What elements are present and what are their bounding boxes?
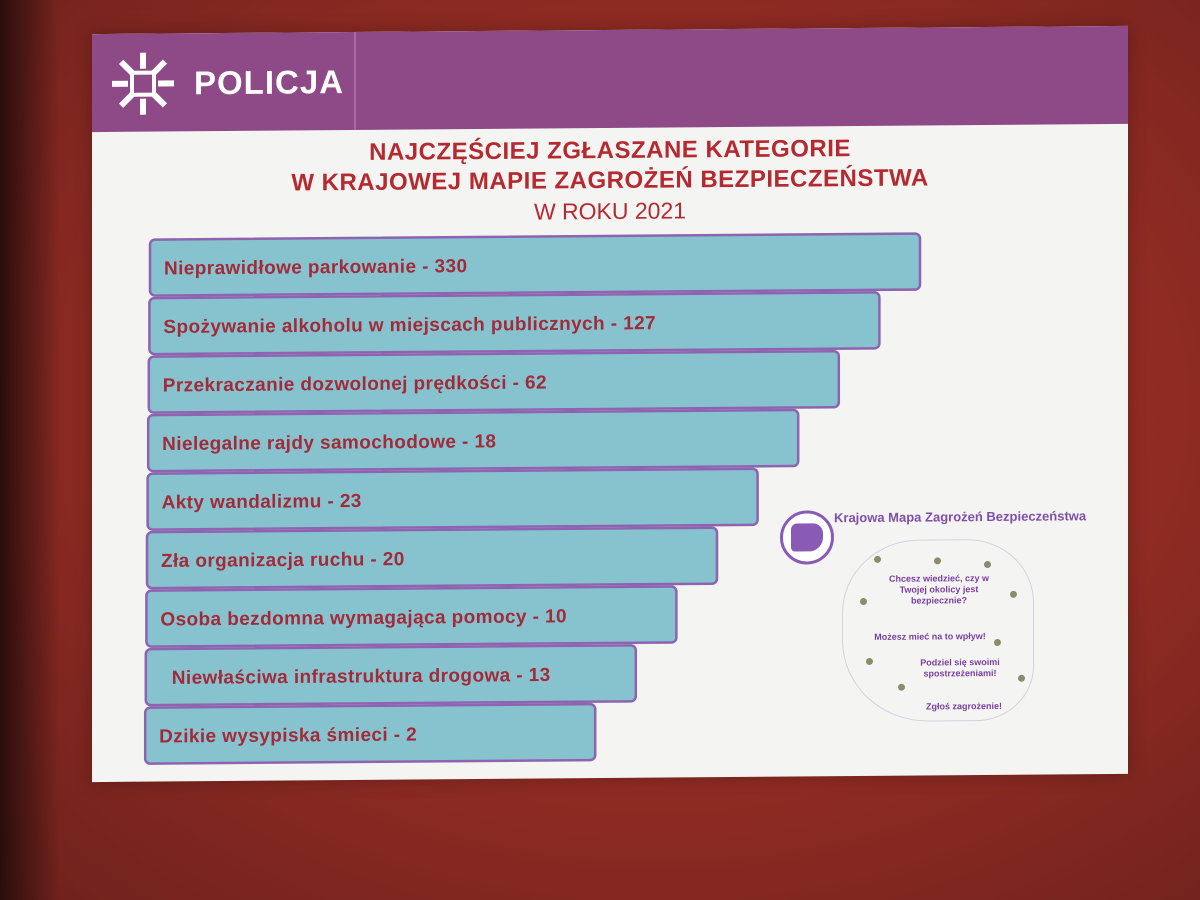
promo-text-2: Możesz mieć na to wpływ! <box>874 631 986 642</box>
promo-text-4: Zgłoś zagrożenie! <box>925 700 1002 712</box>
map-dot <box>994 639 1001 646</box>
bar-label-5: Akty wandalizmu - 23 <box>161 490 362 514</box>
bar-label-6: Zła organizacja ruchu - 20 <box>161 549 405 573</box>
promo-title: Krajowa Mapa Zagrożeń Bezpieczeństwa <box>834 508 1087 526</box>
title-line-3: W ROKU 2021 <box>533 197 687 225</box>
brand-name: POLICJA <box>194 63 345 102</box>
bar-label-8: Niewłaściwa infrastruktura drogowa - 13 <box>171 664 551 689</box>
presentation-slide <box>92 26 1128 782</box>
person-mask-icon <box>780 510 834 564</box>
map-dot <box>1018 675 1025 682</box>
bar-label-9: Dzikie wysypiska śmieci - 2 <box>159 724 418 748</box>
map-dot <box>898 684 905 691</box>
map-dot <box>934 557 941 564</box>
kmzb-promo-panel <box>774 496 1094 739</box>
map-dot <box>860 598 867 605</box>
title-line-1: NAJCZĘŚCIEJ ZGŁASZANE KATEGORIE <box>369 135 851 166</box>
bar-label-4: Nielegalne rajdy samochodowe - 18 <box>162 431 497 456</box>
title-line-2: W KRAJOWEJ MAPIE ZAGROŻEŃ BEZPIECZEŃSTWA <box>291 164 929 197</box>
map-dot <box>984 561 991 568</box>
map-dot <box>874 556 881 563</box>
promo-text-3: Podziel się swoimi spostrzeżeniami! <box>920 656 1000 679</box>
projector-edge-shadow <box>0 0 60 900</box>
bar-label-1: Nieprawidłowe parkowanie - 330 <box>164 256 468 280</box>
bar-label-7: Osoba bezdomna wymagająca pomocy - 10 <box>160 606 567 631</box>
bar-label-3: Przekraczanie dozwolonej prędkości - 62 <box>162 372 547 397</box>
map-dot <box>866 658 873 665</box>
promo-text-1: Chcesz wiedzieć, czy w Twojej okolicy jest bezpiecznie? <box>888 573 990 606</box>
map-dot <box>1010 591 1017 598</box>
bar-label-2: Spożywanie alkoholu w miejscach publicznych - 127 <box>163 313 657 339</box>
